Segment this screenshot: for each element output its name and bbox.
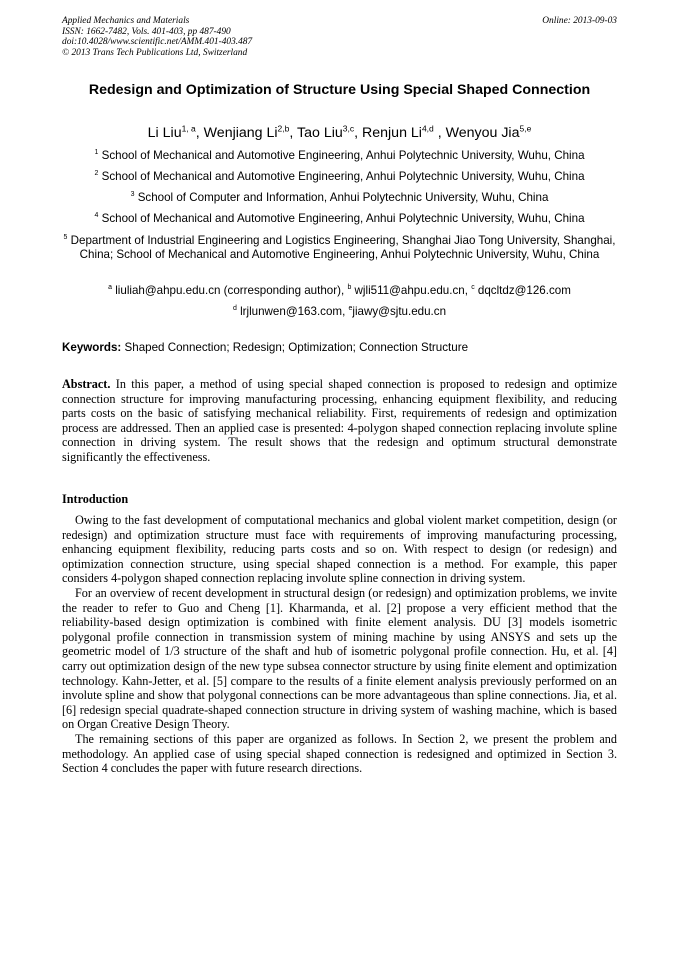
body-paragraph: For an overview of recent development in structural design (or redesign) and optimization problems, we invite the reader to refer to Guo and Cheng [1]. Kharmanda, et al. [2] propose a very efficient method that the reliability-based design optimization is combined with finite element analysis. DU [3] models isometric polygonal profile connection in transmission system of mining machine by using ANSYS and sets up the geometric model of 1/3 structure of the shaft and hub of isometric polygonal profile connection. Hu, et al. [4] carry out optimization design of the new type subsea connector structure by using finite element and optimization technology. Kahn-Jetter, et al. [5] compare to the results of a finite element analysis previously performed on an involute spline and show that polygonal connections can be more advantageous than spline connections. Jia, et al. [6] redesign special quadrate-shaped connection structure in driving system of washing machine, which is based on Organ Creative Design Theory.	[62, 585, 617, 732]
affiliation-text: School of Mechanical and Automotive Engineering, Anhui Polytechnic University, Wuhu, China	[101, 170, 585, 183]
keywords-label: Keywords:	[62, 341, 122, 354]
affiliation-number: 2	[94, 170, 99, 178]
email-a: liuliah@ahpu.edu.cn (corresponding author),	[115, 284, 345, 297]
body-paragraph: The remaining sections of this paper are organized as follows. In Section 2, we present the problem and methodology. An applied case of using special shaped connection is redesigned and optimized in Section 3. Section 4 concludes the paper with future research directions.	[62, 731, 617, 776]
abstract-text: In this paper, a method of using special shaped connection is proposed to redesign and optimize connection structure for improving manufacturing processing, enhancing equipment flexibility, and reducing parts costs on the basic of satisfying mechanical reliability. First, requirements of redesign and optimization process are addressed. Then an applied case is presented: 4-polygon shaped connection replacing involute spline connection in driving system. The result shows that the redesign and optimum structural demonstrate significantly the effectiveness.	[62, 377, 617, 464]
email-b: wjli511@ahpu.edu.cn,	[354, 284, 468, 297]
email-line-2: $^d$ lrjlunwen@163.com, $^e$jiawy@sjtu.edu.cn	[232, 305, 447, 318]
affiliation-number: 3	[130, 191, 135, 199]
affiliation-number: 4	[94, 212, 99, 220]
keywords-text: Shaped Connection; Redesign; Optimization; Connection Structure	[124, 341, 469, 354]
email-c: dqcltdz@126.com	[477, 284, 571, 297]
affiliation-2	[62, 170, 617, 184]
doi-line: doi:10.4028/www.scientific.net/AMM.401-403.487	[62, 37, 253, 48]
email-d: lrjlunwen@163.com,	[240, 305, 346, 318]
abstract	[62, 377, 617, 465]
paper-title: Redesign and Optimization of Structure Using Special Shaped Connection	[88, 82, 591, 98]
abstract-label: Abstract.	[62, 377, 111, 391]
journal-name: Applied Mechanics and Materials	[62, 16, 190, 26]
author-superscript: 1, a	[181, 123, 196, 134]
affiliation-text: School of Mechanical and Automotive Engineering, Anhui Polytechnic University, Wuhu, China	[101, 149, 585, 162]
author-name: Wenyou Jia	[445, 125, 520, 141]
author-name: Tao Liu	[297, 125, 343, 141]
section-heading: Introduction	[62, 492, 129, 506]
author-name: Li Liu	[147, 125, 182, 141]
copyright-line: © 2013 Trans Tech Publications Ltd, Switzerland	[62, 47, 248, 58]
author-superscript: 3,c	[342, 123, 355, 134]
body-paragraph: Owing to the fast development of computational mechanics and global violent market competition, design (or redesign) and optimization structure must face with requirements of improving manufacturing processing, enhancing equipment flexibility, reducing parts costs and so on. With respect to design (or redesign) and optimization connection structure, using special shaped connection is a method. For example, this paper considers 4-polygon shaped connection replacing involute spline connection in driving system.	[62, 513, 617, 586]
journal-header	[62, 16, 617, 58]
author-name: Wenjiang Li	[203, 125, 278, 141]
email-e: jiawy@sjtu.edu.cn	[352, 305, 447, 318]
affiliation-text: School of Computer and Information, Anhui Polytechnic University, Wuhu, China	[137, 191, 549, 204]
author-superscript: 4,d	[421, 123, 434, 134]
issn-line: ISSN: 1662-7482, Vols. 401-403, pp 487-490	[62, 26, 231, 37]
affiliation-5	[62, 234, 617, 263]
email-line-1: $^a$ liuliah@ahpu.edu.cn (corresponding author), $^b$ wjli511@ahpu.edu.cn, $^c$ dqcltdz@126.com	[108, 284, 571, 297]
affiliation-text: School of Mechanical and Automotive Engineering, Anhui Polytechnic University, Wuhu, China	[101, 212, 585, 225]
section-body	[62, 513, 617, 776]
affiliation-text: Department of Industrial Engineering and Logistics Engineering, Shanghai Jiao Tong University, Shanghai, China; School of Mechanical and Automotive Engineering, Anhui Polytechnic University, Wuhu, China	[70, 234, 616, 262]
author-superscript: 5,e	[519, 123, 532, 134]
affiliation-number: 1	[94, 149, 99, 157]
author-list: Li Liu$^{1, a}$, Wenjiang Li$^{2,b}$, Tao Liu$^{3,c}$, Renjun Li$^{4,d}$ , Wenyou Jia$^{5,e}$	[147, 123, 532, 141]
author-superscript: 2,b	[277, 123, 290, 134]
affiliation-number: 5	[63, 234, 68, 242]
author-name: Renjun Li	[362, 125, 422, 141]
affiliation-4	[62, 212, 617, 226]
keywords	[62, 341, 617, 355]
affiliation-1	[62, 149, 617, 163]
online-date: Online: 2013-09-03	[542, 16, 617, 26]
affiliation-3	[62, 191, 617, 205]
